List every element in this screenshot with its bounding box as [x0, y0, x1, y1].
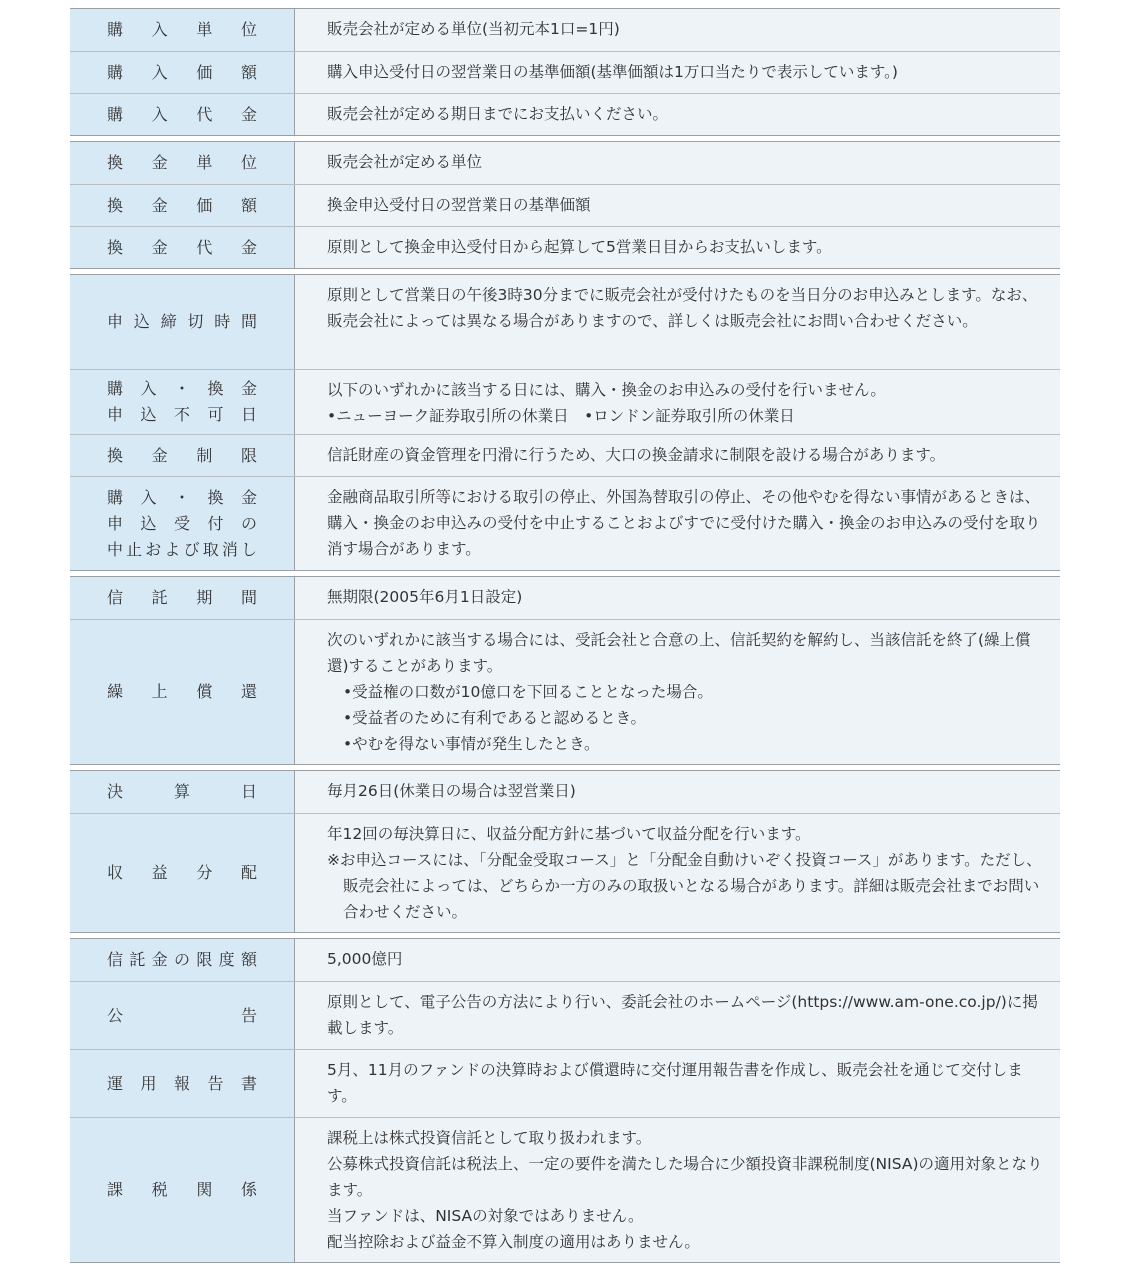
- row-label-text: 換 金 代 金: [107, 237, 257, 257]
- table-group: [70, 8, 1060, 136]
- row-label: [70, 227, 295, 268]
- table-group: [70, 770, 1060, 933]
- row-value-text: 配当控除および益金不算入制度の適用はありません。: [327, 1233, 700, 1251]
- row-label-text: 購 入 ・ 換 金: [107, 487, 257, 507]
- row-value: [295, 9, 1060, 51]
- row-label: [70, 1118, 295, 1262]
- row-value: [295, 1118, 1060, 1262]
- table-row: [70, 275, 1060, 369]
- row-label-text: 購 入 ・ 換 金: [107, 379, 257, 398]
- row-label: [70, 477, 295, 570]
- row-label-text: 申 込 締 切 時 間: [107, 312, 257, 331]
- row-value-text: 次のいずれかに該当する場合には、受託会社と合意の上、信託契約を解約し、当該信託を終了(繰上償還)することがあります。: [327, 631, 1031, 675]
- row-value-text: 公募株式投資信託は税法上、一定の要件を満たした場合に少額投資非課税制度(NISA)の適用対象となります。: [327, 1155, 1043, 1199]
- row-value: [295, 370, 1060, 434]
- row-value-text: •ニューヨーク証券取引所の休業日 •ロンドン証券取引所の休業日: [327, 407, 795, 425]
- row-label-text: 申 込 不 可 日: [107, 405, 257, 424]
- row-value: [295, 577, 1060, 619]
- row-label-text: 収 益 分 配: [107, 863, 257, 882]
- row-label: [70, 275, 295, 369]
- row-value: [295, 771, 1060, 813]
- row-label-text: 公 告: [107, 1005, 257, 1025]
- table-row: [70, 771, 1060, 813]
- row-value: [295, 477, 1060, 570]
- table-row: [70, 142, 1060, 184]
- row-value: [295, 620, 1060, 764]
- table-row: [70, 434, 1060, 476]
- table-row: [70, 619, 1060, 764]
- row-value-text: •受益権の口数が10億口を下回ることとなった場合。: [343, 683, 713, 701]
- row-label: [70, 185, 295, 226]
- row-value-text: 換金申込受付日の翌営業日の基準価額: [327, 196, 591, 214]
- row-label: [70, 939, 295, 981]
- row-label-text: 購 入 単 位: [107, 20, 257, 39]
- row-value-text: •やむを得ない事情が発生したとき。: [343, 735, 600, 753]
- row-value-text: 年12回の毎決算日に、収益分配方針に基づいて収益分配を行います。: [327, 825, 811, 843]
- row-label-text: 信 託 期 間: [107, 588, 257, 607]
- row-value: [295, 982, 1060, 1049]
- row-value: [295, 275, 1060, 369]
- table-group: [70, 141, 1060, 269]
- row-label-text: 課 税 関 係: [107, 1180, 257, 1199]
- row-label: [70, 9, 295, 51]
- table-row: [70, 1117, 1060, 1262]
- fund-terms-table: [70, 8, 1060, 1263]
- row-label: [70, 814, 295, 932]
- row-label-text: 運 用 報 告 書: [107, 1073, 257, 1093]
- row-value-text: 5月、11月のファンドの決算時および償還時に交付運用報告書を作成し、販売会社を通じて交付します。: [327, 1061, 1023, 1105]
- table-row: [70, 981, 1060, 1049]
- row-label-text: 繰 上 償 還: [107, 682, 257, 701]
- row-label: [70, 1050, 295, 1117]
- row-value: [295, 435, 1060, 476]
- row-label: [70, 52, 295, 93]
- row-label: [70, 771, 295, 813]
- table-row: [70, 813, 1060, 932]
- row-label: [70, 142, 295, 184]
- table-row: [70, 184, 1060, 226]
- row-value-text: 販売会社が定める単位(当初元本1口=1円): [327, 20, 620, 38]
- row-label: [70, 577, 295, 619]
- row-label-text: 決 算 日: [107, 782, 257, 801]
- row-value-text: 5,000億円: [327, 950, 403, 968]
- row-label-text: 換 金 制 限: [107, 445, 257, 465]
- row-value: [295, 1050, 1060, 1117]
- row-label-text: 申 込 受 付 の: [107, 513, 257, 533]
- table-group: [70, 576, 1060, 765]
- table-row: [70, 51, 1060, 93]
- table-group: [70, 938, 1060, 1263]
- row-value-text: 信託財産の資金管理を円滑に行うため、大口の換金請求に制限を設ける場合があります。: [327, 446, 946, 464]
- row-value: [295, 939, 1060, 981]
- row-value-text: 原則として、電子公告の方法により行い、委託会社のホームページ(https://www.am-one.co.jp/)に掲載します。: [327, 993, 1038, 1037]
- row-value-text: 当ファンドは、NISAの対象ではありません。: [327, 1207, 644, 1225]
- row-value: [295, 814, 1060, 932]
- row-value: [295, 94, 1060, 135]
- row-value-text: 販売会社が定める単位: [327, 153, 483, 171]
- row-label-text: 購 入 価 額: [107, 62, 257, 82]
- row-label-text: 換 金 価 額: [107, 195, 257, 215]
- row-value-text: ※お申込コースには、「分配金受取コース」と「分配金自動けいぞく投資コース」があります。ただし、販売会社によっては、どちらか一方のみの取扱いとなる場合があります。詳細は販売会社までお問い合わせください。: [327, 851, 1042, 921]
- row-label: [70, 982, 295, 1049]
- row-label-text: 換 金 単 位: [107, 153, 257, 172]
- row-label-text: 購 入 代 金: [107, 104, 257, 124]
- row-value-text: 無期限(2005年6月1日設定): [327, 588, 523, 606]
- row-value-text: 原則として営業日の午後3時30分までに販売会社が受付けたものを当日分のお申込みとします。なお、販売会社によっては異なる場合がありますので、詳しくは販売会社にお問い合わせください。: [327, 286, 1038, 330]
- row-value: [295, 227, 1060, 268]
- table-row: [70, 476, 1060, 570]
- table-row: [70, 939, 1060, 981]
- row-value-text: 販売会社が定める期日までにお支払いください。: [327, 105, 669, 123]
- row-value-text: 購入申込受付日の翌営業日の基準価額(基準価額は1万口当たりで表示しています。): [327, 63, 898, 81]
- row-label: [70, 435, 295, 476]
- table-row: [70, 226, 1060, 268]
- table-row: [70, 577, 1060, 619]
- row-value-text: •受益者のために有利であると認めるとき。: [343, 709, 647, 727]
- row-value: [295, 52, 1060, 93]
- row-value-text: 金融商品取引所等における取引の停止、外国為替取引の停止、その他やむを得ない事情があるときは、購入・換金のお申込みの受付を中止することおよびすでに受付けた購入・換金のお申込みの受付を取り消す場合があります。: [327, 488, 1041, 558]
- row-value-text: 毎月26日(休業日の場合は翌営業日): [327, 782, 576, 800]
- table-row: [70, 369, 1060, 434]
- row-label: [70, 620, 295, 764]
- table-row: [70, 9, 1060, 51]
- table-group: [70, 274, 1060, 571]
- row-label-text: 信 託 金 の 限 度 額: [107, 950, 257, 969]
- row-value-text: 課税上は株式投資信託として取り扱われます。: [327, 1129, 652, 1147]
- row-value-text: 以下のいずれかに該当する日には、購入・換金のお申込みの受付を行いません。: [327, 381, 886, 399]
- table-row: [70, 93, 1060, 135]
- row-value: [295, 185, 1060, 226]
- row-label: [70, 370, 295, 434]
- table-row: [70, 1049, 1060, 1117]
- row-label: [70, 94, 295, 135]
- row-label-text: 中 止 お よ び 取 消 し: [107, 539, 257, 559]
- row-value-text: 原則として換金申込受付日から起算して5営業日目からお支払いします。: [327, 238, 832, 256]
- row-value: [295, 142, 1060, 184]
